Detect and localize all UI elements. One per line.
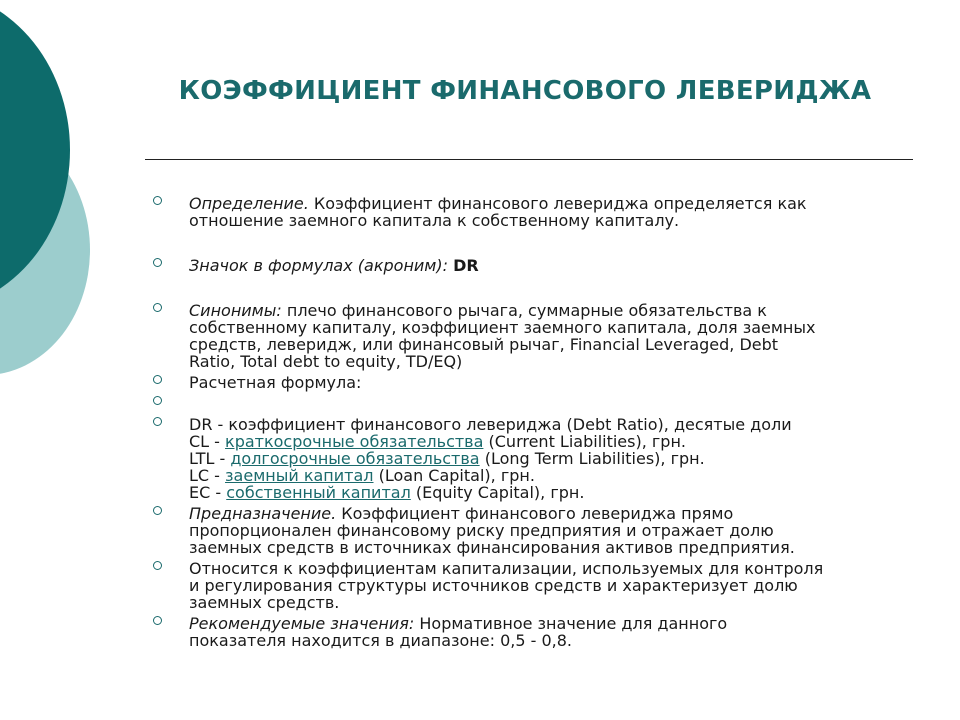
legend-ltl-suffix: (Long Term Liabilities), грн. <box>479 449 705 468</box>
purpose-text: Коэффициент финансового левериджа прямо <box>336 504 734 523</box>
ring-bullet-icon <box>153 417 162 426</box>
slide-title: КОЭФФИЦИЕНТ ФИНАНСОВОГО ЛЕВЕРИДЖА <box>178 76 872 106</box>
title-divider <box>145 159 913 160</box>
synonyms-text: собственному капиталу, коэффициент заемного капитала, доля заемных <box>189 318 816 337</box>
category-text: Относится к коэффициентам капитализации, используемых для контроля <box>189 559 824 578</box>
ring-bullet-icon <box>153 375 162 384</box>
definition-text-cont: отношение заемного капитала к собственному капиталу. <box>189 211 680 230</box>
recommended-label: Рекомендуемые значения: <box>189 614 415 633</box>
recommended-text: Нормативное значение для данного <box>414 614 728 633</box>
synonyms-text: плечо финансового рычага, суммарные обязательства к <box>281 301 767 320</box>
ring-bullet-icon <box>153 561 162 570</box>
list-item-category <box>150 560 920 611</box>
list-item-synonyms <box>150 302 920 370</box>
ring-bullet-icon <box>153 396 162 405</box>
definition-label: Определение. <box>189 194 309 213</box>
legend-ec-prefix: EC - <box>189 483 227 502</box>
ring-bullet-icon <box>153 616 162 625</box>
link-loan-capital[interactable]: заемный капитал <box>225 466 374 485</box>
formula-label: Расчетная формула: <box>189 373 362 392</box>
purpose-text: пропорционален финансовому риску предприятия и отражает долю <box>189 521 774 540</box>
ring-bullet-icon <box>153 303 162 312</box>
category-text: и регулирования структуры источников средств и характеризует долю <box>189 576 798 595</box>
acronym-label: Значок в формулах (акроним): <box>189 256 448 275</box>
legend-cl-suffix: (Current Liabilities), грн. <box>483 432 687 451</box>
link-long-term-liabilities[interactable]: долгосрочные обязательства <box>230 449 480 468</box>
legend-lc-prefix: LC - <box>189 466 226 485</box>
synonyms-label: Синонимы: <box>189 301 282 320</box>
legend-ec-suffix: (Equity Capital), грн. <box>410 483 585 502</box>
list-item-recommended <box>150 615 920 649</box>
ring-bullet-icon <box>153 196 162 205</box>
ring-bullet-icon <box>153 506 162 515</box>
acronym-value: DR <box>453 256 479 275</box>
link-equity-capital[interactable]: собственный капитал <box>226 483 411 502</box>
list-item-empty <box>150 395 920 412</box>
legend-lc-suffix: (Loan Capital), грн. <box>373 466 535 485</box>
list-item-definition <box>150 195 920 229</box>
bullet-list <box>150 195 920 649</box>
list-item-legend <box>150 416 920 501</box>
synonyms-text: Ratio, Total debt to equity, TD/EQ) <box>189 352 463 371</box>
synonyms-text: средств, леверидж, или финансовый рычаг, Financial Leveraged, Debt <box>189 335 779 354</box>
category-text: заемных средств. <box>189 593 340 612</box>
list-item-purpose <box>150 505 920 556</box>
link-current-liabilities[interactable]: краткосрочные обязательства <box>225 432 484 451</box>
legend-ltl-prefix: LTL - <box>189 449 231 468</box>
recommended-text: показателя находится в диапазоне: 0,5 - 0,8. <box>189 631 572 650</box>
ring-bullet-icon <box>153 258 162 267</box>
legend-dr: DR - коэффициент финансового левериджа (Debt Ratio), десятые доли <box>189 415 792 434</box>
list-item-acronym <box>150 257 920 274</box>
purpose-label: Предназначение. <box>189 504 337 523</box>
purpose-text: заемных средств в источниках финансирования активов предприятия. <box>189 538 795 557</box>
legend-cl-prefix: CL - <box>189 432 226 451</box>
list-item-formula <box>150 374 920 391</box>
definition-text: Коэффициент финансового левериджа определяется как <box>308 194 807 213</box>
